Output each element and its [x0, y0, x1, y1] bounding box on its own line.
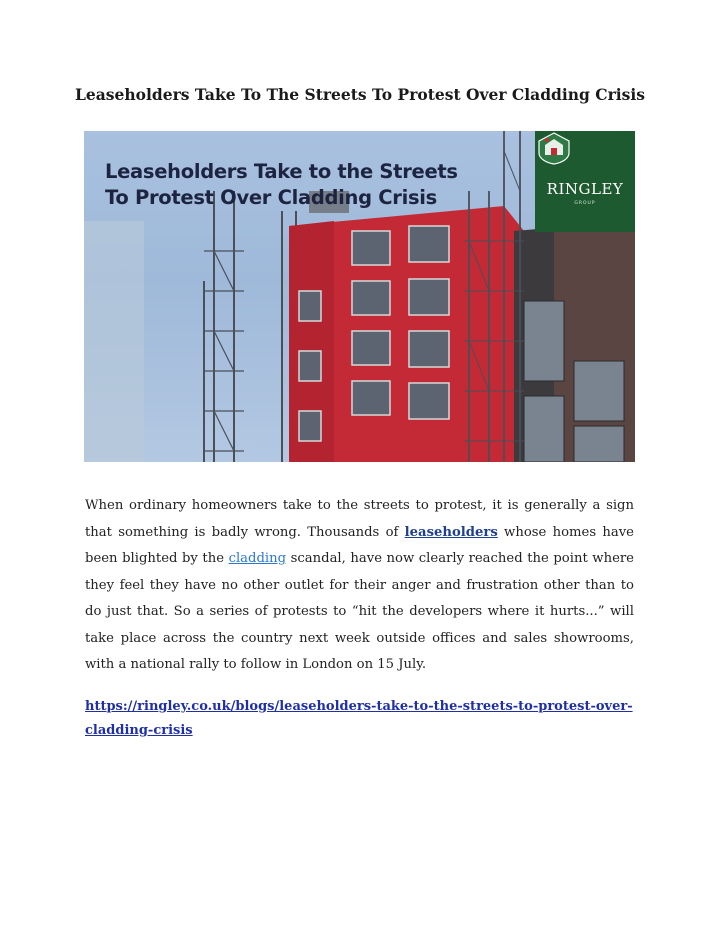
hero-headline	[105, 159, 525, 211]
leaseholders-link[interactable]: leaseholders	[404, 524, 498, 540]
article-paragraph	[85, 493, 634, 679]
document-title: Leaseholders Take To The Streets To Protest Over Cladding Crisis	[75, 85, 645, 104]
hero-image	[84, 131, 635, 462]
cladding-link[interactable]: cladding	[228, 551, 287, 566]
ringley-emblem-icon	[535, 131, 573, 165]
source-url-link[interactable]: https://ringley.co.uk/blogs/leaseholders-take-to-the-streets-to-protest-over-cladding-crisis	[85, 699, 633, 738]
paragraph-text-3: scandal, have now clearly reached the point where they feel they have no other outlet for their anger and frustration other than to do just that. So a series of protests to “hit the developers where it hurts...” will take place across the country next week outside offices and sales showrooms, with a national rally to follow in London on 15 July.	[85, 551, 634, 672]
hero-headline-line2: To Protest Over Cladding Crisis	[105, 186, 437, 209]
paragraph-text-2: whose homes have been blighted by the	[85, 524, 634, 566]
paragraph-text-1: When ordinary homeowners take to the streets to protest, it is generally a sign that something is badly wrong. Thousands of	[85, 498, 634, 540]
logo-subtext: GROUP	[574, 201, 596, 206]
ringley-logo	[535, 131, 635, 232]
logo-text: RINGLEY	[546, 180, 624, 198]
hero-headline-line1: Leaseholders Take to the Streets	[105, 160, 458, 183]
